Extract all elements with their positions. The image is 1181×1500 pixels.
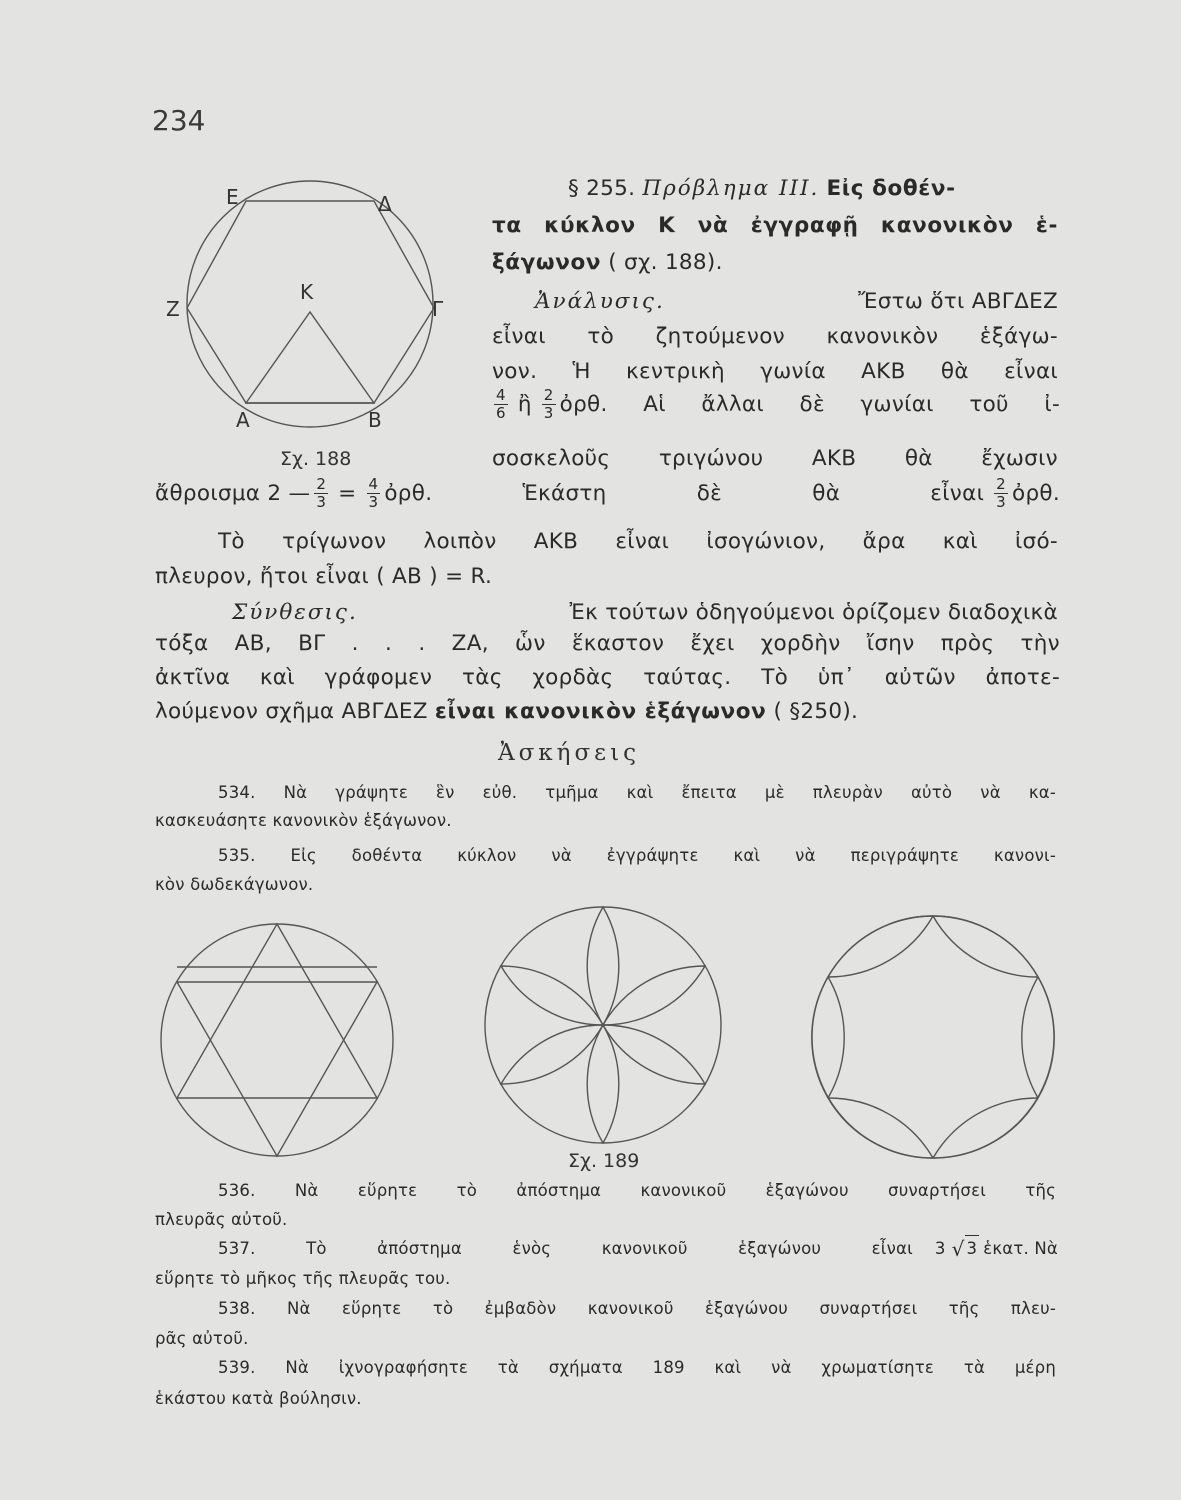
- analysis-label: Ἀνάλυσις.: [535, 289, 665, 314]
- synthesis-text-4c: ( §250).: [773, 699, 859, 724]
- exercise-536-line-2: πλευρᾶς αὐτοῦ.: [155, 1210, 288, 1229]
- exercises-heading: Ἀσκήσεις: [498, 740, 640, 766]
- label-K: Κ: [300, 280, 314, 304]
- label-B: Β: [368, 408, 382, 432]
- exercise-535-line-2: κὸν δωδεκάγωνον.: [155, 875, 314, 894]
- fraction-4-6: $\frac{4}{6}$: [496, 386, 506, 422]
- analysis-line-3: νον. Ἡ κεντρικὴ γωνία ΑΚΒ θὰ εἶναι: [492, 359, 1058, 384]
- exercise-537-line-2: εὕρητε τὸ μῆκος τῆς πλευρᾶς του.: [155, 1269, 451, 1288]
- analysis-text-4: ὀρθ. Αἱ ἄλλαι δὲ γωνίαι τοῦ ἰ-: [559, 392, 1060, 417]
- analysis-line-2: εἶναι τὸ ζητούμενον κανονικὸν ἑξάγω-: [492, 324, 1058, 349]
- word-eta: ἢ: [517, 392, 532, 417]
- exercise-539-line-1: 539. Νὰ ἰχνογραφήσητε τὰ σχήματα 189 καὶ νὰ χρωματίσητε τὰ μέρη: [218, 1358, 1056, 1377]
- sum-mid: ὀρθ. Ἑκάστη δὲ θὰ εἶναι: [384, 481, 985, 506]
- exercise-536-line-1: 536. Νὰ εὕρητε τὸ ἀπόστημα κανονικοῦ ἑξαγώνου συναρτήσει τῆς: [218, 1181, 1056, 1200]
- label-D: Δ: [378, 192, 392, 216]
- exercise-538-line-1: 538. Νὰ εὕρητε τὸ ἐμβαδὸν κανονικοῦ ἑξαγώνου συναρτήσει τῆς πλευ-: [218, 1299, 1056, 1318]
- figure-189-caption: Σχ. 189: [568, 1150, 640, 1172]
- exercise-537-coef: 3: [934, 1238, 946, 1258]
- exercise-537-line-1: [218, 1235, 1058, 1262]
- analysis-line-5: σοσκελοῦς τριγώνου ΑΚΒ θὰ ἔχωσιν: [492, 446, 1058, 471]
- problem-title-line-2: τα κύκλον Κ νὰ ἐγγραφῇ κανονικὸν ἑ-: [492, 213, 1058, 238]
- label-Z: Ζ: [166, 297, 180, 321]
- conclusion-line-2: πλευρον, ἤτοι εἶναι ( ΑΒ ) = R.: [155, 564, 493, 589]
- synthesis-text-4b: εἶναι κανονικὸν ἑξάγωνον: [434, 699, 767, 724]
- problem-title-part-1: Εἰς δοθέν-: [826, 176, 956, 201]
- fraction-sum-4-3: $\frac{4}{3}$: [368, 475, 379, 511]
- label-G: Γ: [432, 297, 444, 321]
- exercise-537-unit: ἑκατ. Νὰ: [983, 1238, 1058, 1258]
- analysis-text-1: Ἔστω ὅτι ΑΒΓΔΕΖ: [858, 289, 1058, 314]
- exercise-538-line-2: ρᾶς αὐτοῦ.: [155, 1329, 249, 1348]
- exercise-539-line-2: ἑκάστου κατὰ βούλησιν.: [155, 1389, 362, 1408]
- sum-start: ἄθροισμα 2 —: [155, 481, 311, 506]
- synthesis-line-3: ἀκτῖνα καὶ γράφομεν τὰς χορδὰς ταύτας. Τὸ ὑπ᾽ αὐτῶν ἀποτε-: [155, 665, 1060, 690]
- fraction-each-2-3: $\frac{2}{3}$: [996, 475, 1006, 511]
- page-number: 234: [152, 104, 206, 137]
- problem-title-part-3: ξάγωνον: [492, 250, 602, 275]
- section-number: § 255.: [568, 176, 636, 201]
- fraction-2-3: $\frac{2}{3}$: [543, 386, 554, 422]
- exercise-534-line-1: 534. Νὰ γράψητε ἓν εὐθ. τμῆμα καὶ ἔπειτα μὲ πλευρὰν αὐτὸ νὰ κα-: [218, 783, 1056, 802]
- synthesis-text-4a: λούμενον σχῆμα ΑΒΓΔΕΖ: [155, 699, 428, 724]
- exercise-535-line-1: 535. Εἰς δοθέντα κύκλον νὰ ἐγγράψητε καὶ νὰ περιγράψητε κανονι-: [218, 846, 1056, 865]
- figure-188-caption: Σχ. 188: [280, 448, 352, 470]
- synthesis-text-1: Ἐκ τούτων ὁδηγούμενοι ὁρίζομεν διαδοχικὰ: [569, 600, 1058, 625]
- sum-end: ὀρθ.: [1012, 481, 1060, 506]
- conclusion-line-1: Τὸ τρίγωνον λοιπὸν ΑΚΒ εἶναι ἰσογώνιον, ἄρα καὶ ἰσό-: [218, 529, 1058, 554]
- sqrt-symbol-icon: √: [951, 1236, 965, 1261]
- problem-figure-ref: ( σχ. 188).: [608, 250, 723, 275]
- equals-sign: =: [338, 481, 357, 506]
- problem-label: Πρόβλημα ΙΙΙ.: [642, 176, 820, 201]
- synthesis-line-2: τόξα ΑΒ, ΒΓ . . . ΖΑ, ὧν ἕκαστον ἔχει χορδὴν ἴσην πρὸς τὴν: [155, 631, 1060, 656]
- fraction-sum-2-3: $\frac{2}{3}$: [316, 475, 327, 511]
- label-E: Ε: [226, 185, 239, 209]
- label-A: Α: [236, 408, 250, 432]
- exercise-534-line-2: κασκευάσητε κανονικὸν ἑξάγωνον.: [155, 811, 452, 830]
- synthesis-label: Σύνθεσις.: [232, 600, 358, 625]
- exercise-537-text: 537. Τὸ ἀπόστημα ἑνὸς κανονικοῦ ἑξαγώνου εἶναι: [218, 1238, 913, 1258]
- exercise-537-radicand: 3: [965, 1235, 980, 1262]
